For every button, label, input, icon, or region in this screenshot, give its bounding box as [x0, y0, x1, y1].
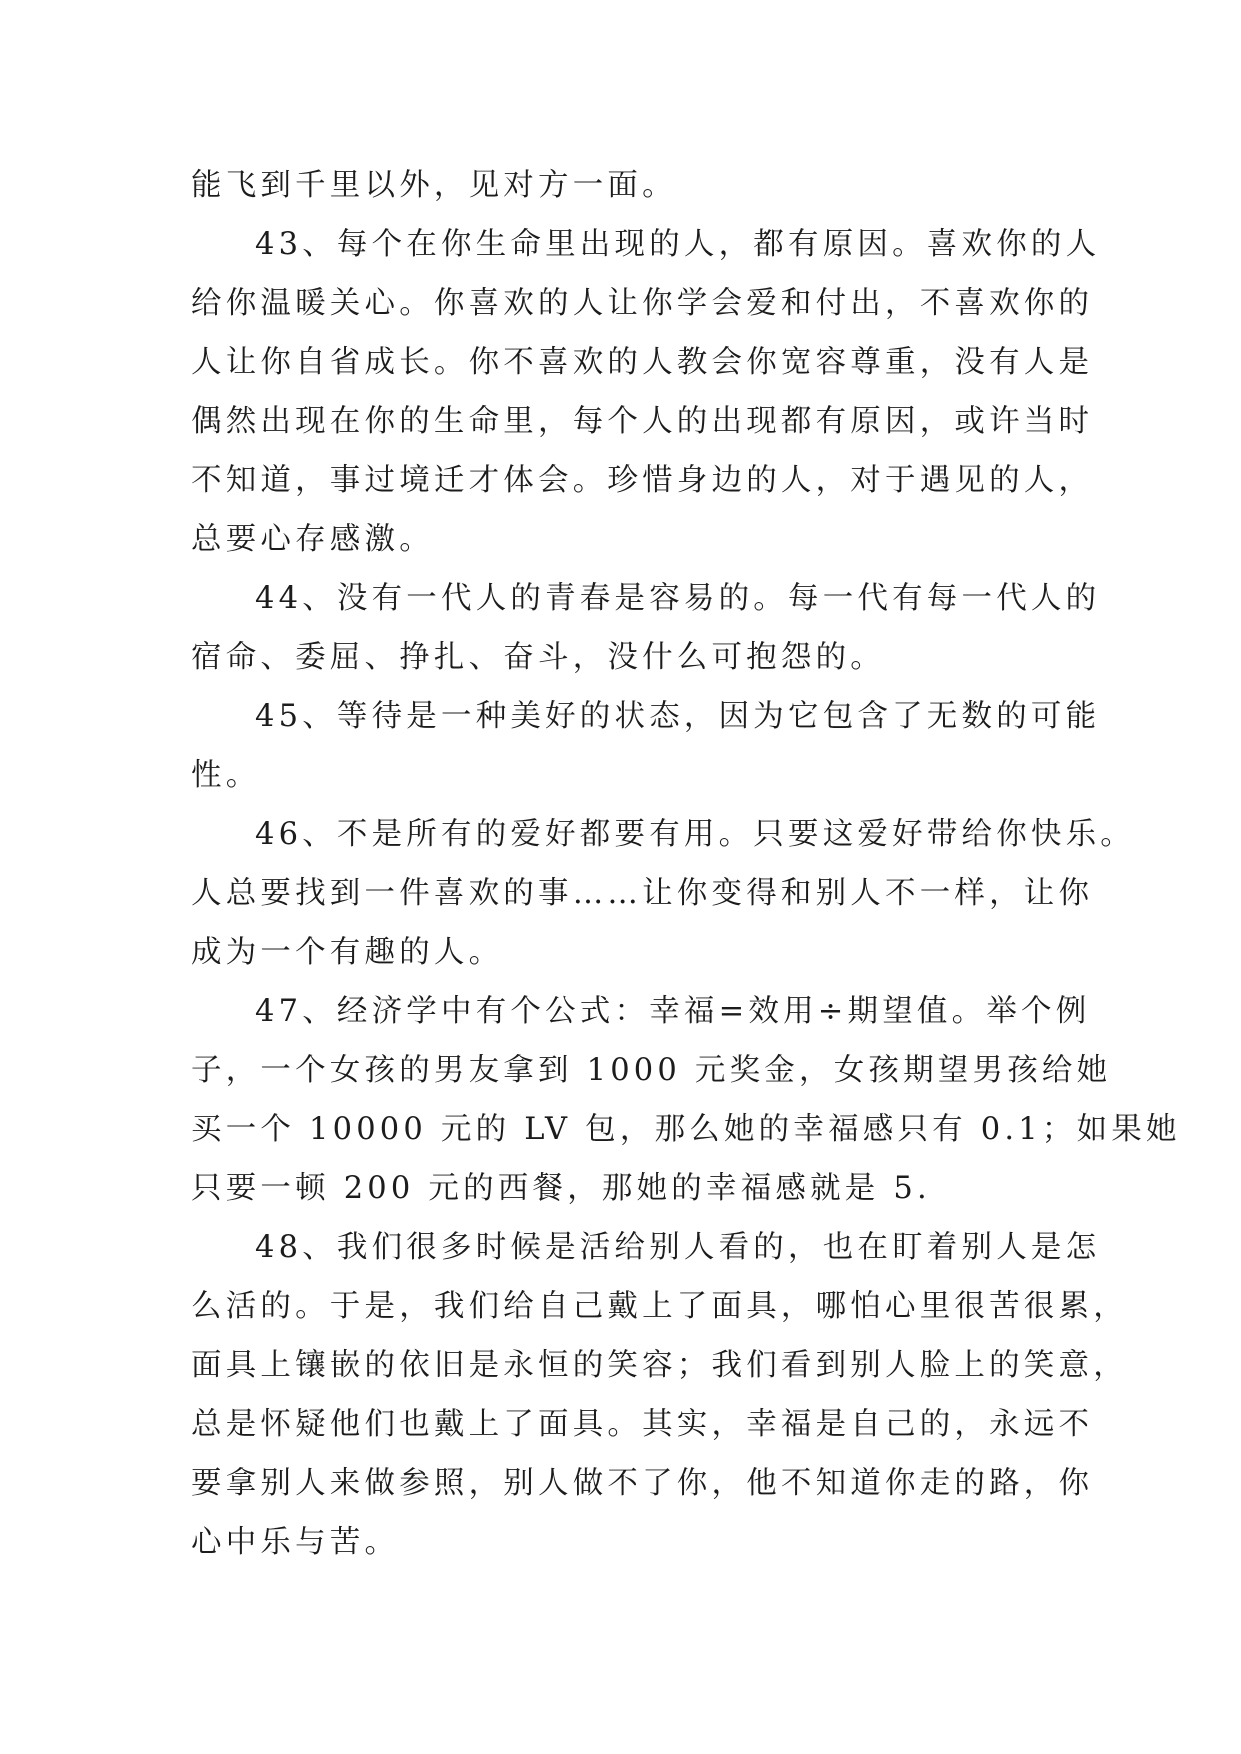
text-line: 总是怀疑他们也戴上了面具。其实，幸福是自己的，永远不 — [191, 1407, 1094, 1442]
text-line: 不知道，事过境迁才体会。珍惜身边的人，对于遇见的人， — [191, 463, 1094, 498]
text-line: 么活的。于是，我们给自己戴上了面具，哪怕心里很苦很累， — [191, 1289, 1128, 1324]
text-line: 46、不是所有的爱好都要有用。只要这爱好带给你快乐。 — [255, 817, 1136, 852]
text-line: 心中乐与苦。 — [191, 1525, 400, 1560]
text-line: 总要心存感激。 — [191, 522, 434, 557]
paragraph-48 — [191, 1218, 1128, 1572]
text-line: 人总要找到一件喜欢的事……让你变得和别人不一样，让你 — [191, 876, 1094, 911]
text-line: 43、每个在你生命里出现的人，都有原因。喜欢你的人 — [255, 227, 1101, 262]
text-line: 买一个 10000 元的 LV 包，那么她的幸福感只有 0.1；如果她 — [191, 1112, 1181, 1147]
text-line: 子，一个女孩的男友拿到 1000 元奖金，女孩期望男孩给她 — [191, 1053, 1112, 1088]
paragraph-44 — [191, 569, 1101, 687]
text-line: 48、我们很多时候是活给别人看的，也在盯着别人是怎 — [255, 1230, 1101, 1265]
paragraph-46 — [191, 805, 1136, 982]
text-line: 只要一顿 200 元的西餐，那她的幸福感就是 5. — [191, 1171, 931, 1206]
text-line: 能飞到千里以外，见对方一面。 — [191, 168, 677, 203]
paragraph-45 — [191, 687, 1101, 805]
document-body — [191, 156, 1181, 1572]
text-line: 偶然出现在你的生命里，每个人的出现都有原因，或许当时 — [191, 404, 1094, 439]
text-line: 给你温暖关心。你喜欢的人让你学会爱和付出，不喜欢你的 — [191, 286, 1094, 321]
text-line: 44、没有一代人的青春是容易的。每一代有每一代人的 — [255, 581, 1101, 616]
paragraph-continuation — [191, 156, 1061, 215]
text-line: 宿命、委屈、挣扎、奋斗，没什么可抱怨的。 — [191, 640, 885, 675]
text-line: 47、经济学中有个公式：幸福=效用÷期望值。举个例 — [255, 994, 1091, 1029]
text-line: 要拿别人来做参照，别人做不了你，他不知道你走的路，你 — [191, 1466, 1094, 1501]
text-line: 面具上镶嵌的依旧是永恒的笑容；我们看到别人脸上的笑意， — [191, 1348, 1128, 1383]
paragraph-47 — [191, 982, 1181, 1218]
text-line: 成为一个有趣的人。 — [191, 935, 504, 970]
text-line: 性。 — [191, 758, 261, 793]
text-line: 45、等待是一种美好的状态，因为它包含了无数的可能 — [255, 699, 1101, 734]
paragraph-43 — [191, 215, 1101, 569]
text-line: 人让你自省成长。你不喜欢的人教会你宽容尊重，没有人是 — [191, 345, 1094, 380]
